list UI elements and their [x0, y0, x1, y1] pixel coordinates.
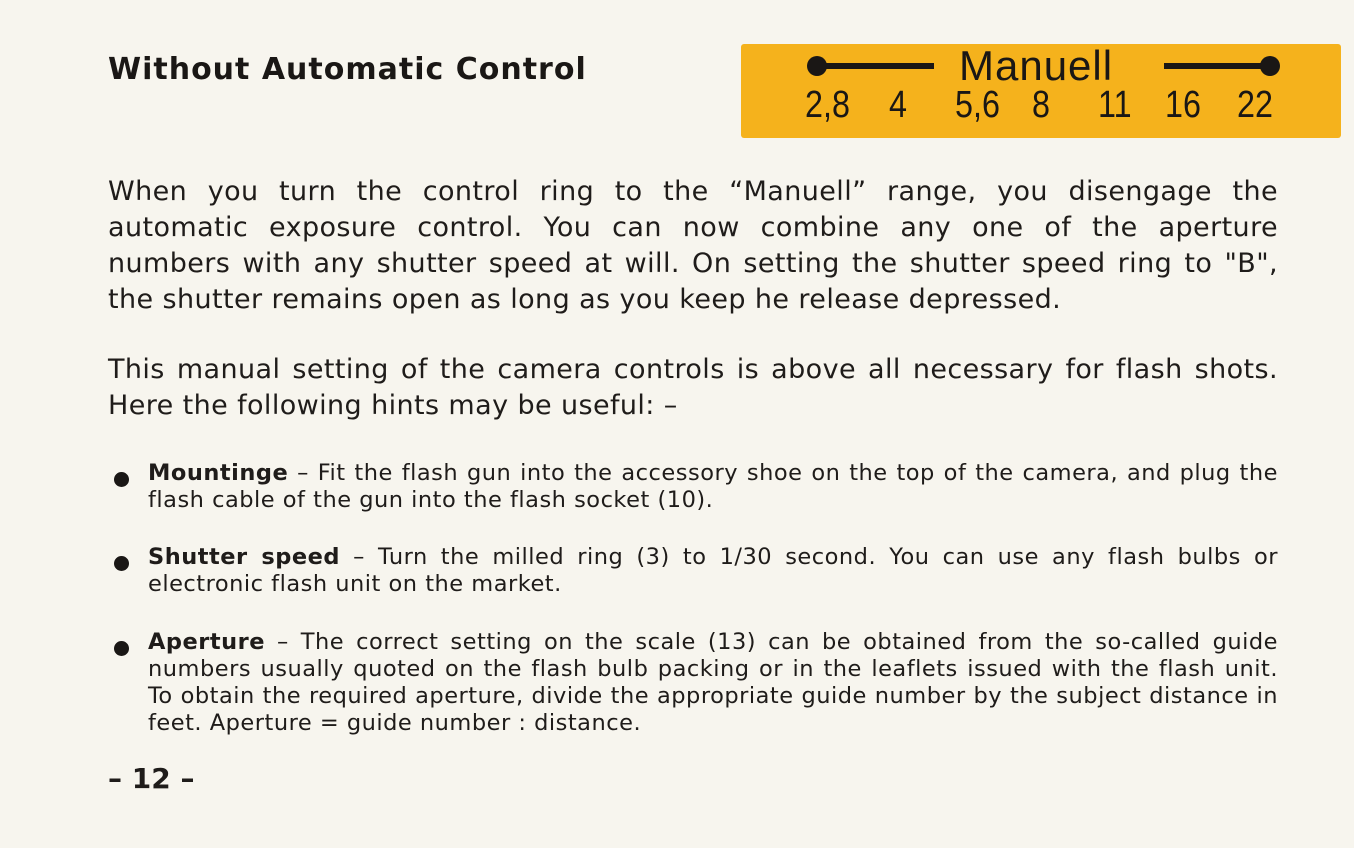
aperture-value: 4 — [889, 84, 907, 126]
scale-line-left — [814, 63, 934, 69]
bullet-icon — [114, 641, 129, 656]
aperture-value: 8 — [1032, 84, 1050, 126]
list-item-term: Aperture — [148, 629, 266, 655]
paragraph-flash-shots: This manual setting of the camera controls is above all necessary for flash shots. Here the following hints may be useful: – — [108, 354, 1278, 421]
list-item-description: – The correct setting on the scale (13) can be obtained from the so-called guide numbers usually quoted on the flash bulb packing or in the leaflets issued with the flash unit. To obtain the required aperture, divide the appropriate guide number by the subject distance in feet. Aperture = guide number : distance. — [148, 629, 1278, 736]
paragraph-manual-range: When you turn the control ring to the “Manuell” range, you disengage the automatic exposure control. You can now combine any one of the aperture numbers with any shutter speed at will. On setting the shutter speed ring to "B", the shutter remains open as long as you keep he release depressed. — [108, 176, 1278, 315]
list-item-term: Mountinge — [148, 460, 289, 486]
list-item-description: – Fit the flash gun into the accessory shoe on the top of the camera, and plug the flash cable of the gun into the flash socket (10). — [148, 460, 1278, 513]
page-number: – 12 – — [108, 762, 195, 795]
list-item-text — [148, 629, 1278, 737]
bullet-icon — [114, 556, 129, 571]
aperture-value: 2,8 — [805, 84, 850, 126]
scale-dot-left-icon — [807, 56, 827, 76]
aperture-value: 16 — [1165, 84, 1201, 126]
scale-dot-right-icon — [1260, 56, 1280, 76]
aperture-value: 5,6 — [955, 84, 1000, 126]
bullet-icon — [114, 472, 129, 487]
list-item-description: – Turn the milled ring (3) to 1/30 second. You can use any flash bulbs or electronic flash unit on the market. — [148, 544, 1278, 597]
section-heading: Without Automatic Control — [108, 52, 587, 87]
scale-line-right — [1164, 63, 1272, 69]
list-item-text — [148, 544, 1278, 598]
list-item-term: Shutter speed — [148, 544, 341, 570]
list-item-text — [148, 460, 1278, 514]
aperture-value: 22 — [1237, 84, 1273, 126]
aperture-scale-panel — [741, 44, 1341, 138]
scale-title: Manuell — [959, 42, 1114, 89]
aperture-value: 11 — [1098, 84, 1132, 126]
